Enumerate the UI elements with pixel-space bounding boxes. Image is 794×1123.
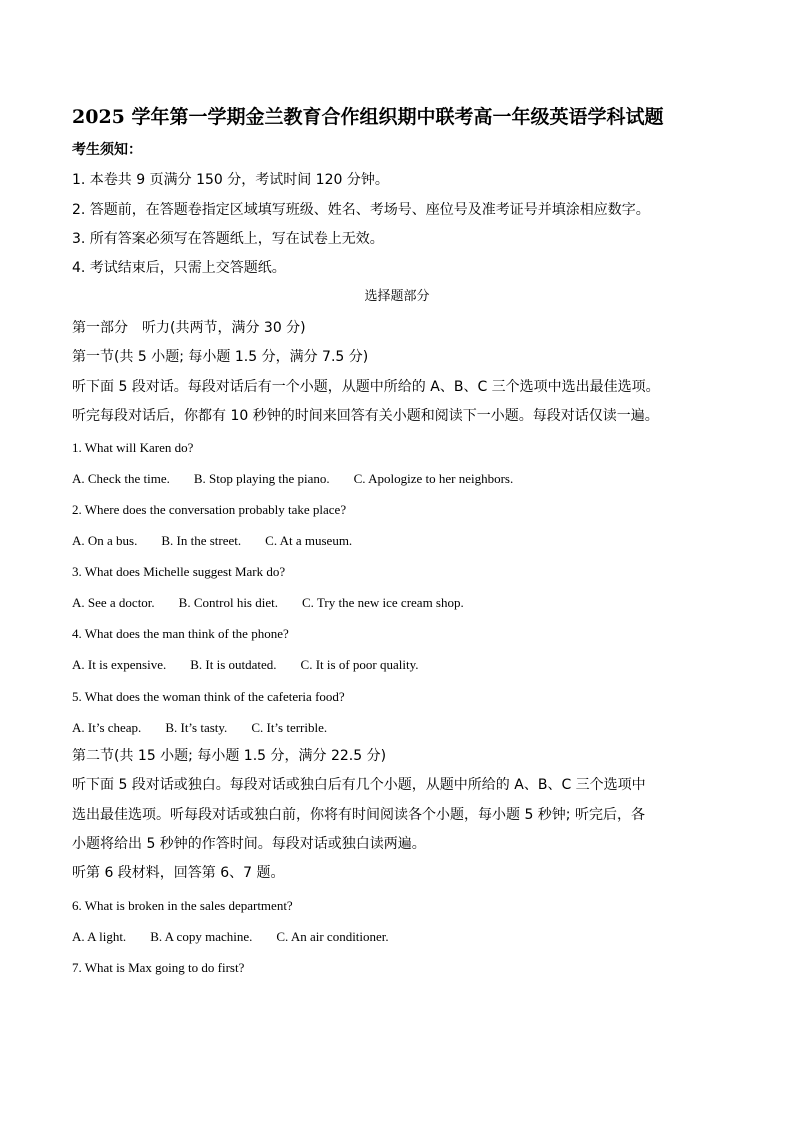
option-a: A. See a doctor. [72,595,155,610]
option-b: B. In the street. [161,533,242,548]
sec2-instruction: 听下面 5 段对话或独白。每段对话或独白后有几个小题，从题中所给的 A、B、C 三个选项中 [72,777,646,793]
section-title: 选择题部分 [364,289,430,304]
question-6: 6. What is broken in the sales department? [72,898,293,913]
question-2-options [72,532,376,550]
option-a: A. A light. [72,929,127,944]
question-1-options [72,470,537,488]
sec1-instruction: 听下面 5 段对话。每段对话后有一个小题，从题中所给的 A、B、C 三个选项中选出最佳选项。 [72,379,660,395]
option-b: B. Control his diet. [178,595,278,610]
notice-item: 3. 所有答案必须写在答题纸上，写在试卷上无效。 [72,231,384,247]
notice-item: 4. 考试结束后，只需上交答题纸。 [72,260,286,276]
part1-heading: 第一部分 听力(共两节，满分 30 分) [72,320,306,336]
option-b: B. It is outdated. [190,657,277,672]
option-c: C. Try the new ice cream shop. [301,595,464,610]
option-c: C. An air conditioner. [276,929,389,944]
option-b: B. A copy machine. [150,929,253,944]
option-a: A. It is expensive. [72,657,167,672]
notice-item: 2. 答题前，在答题卷指定区域填写班级、姓名、考场号、座位号及准考证号并填涂相应数字。 [72,202,650,218]
option-a: A. It’s cheap. [72,720,142,735]
option-b: B. Stop playing the piano. [193,471,330,486]
question-3: 3. What does Michelle suggest Mark do? [72,564,286,579]
option-c: C. At a museum. [265,533,353,548]
question-3-options [72,594,488,612]
option-a: A. On a bus. [72,533,138,548]
material-note: 听第 6 段材料，回答第 6、7 题。 [72,865,285,881]
question-4-options [72,656,442,674]
question-1: 1. What will Karen do? [72,440,194,455]
question-5: 5. What does the woman think of the cafeteria food? [72,689,345,704]
question-7: 7. What is Max going to do first? [72,960,245,975]
notice-heading: 考生须知： [72,142,142,158]
option-a: A. Check the time. [72,471,170,486]
sec1-instruction: 听完每段对话后，你都有 10 秒钟的时间来回答有关小题和阅读下一小题。每段对话仅读一遍。 [72,408,659,424]
option-c: C. Apologize to her neighbors. [353,471,514,486]
sec2-instruction: 小题将给出 5 秒钟的作答时间。每段对话或独白读两遍。 [72,836,426,852]
option-b: B. It’s tasty. [165,720,228,735]
sec1-heading: 第一节(共 5 小题; 每小题 1.5 分，满分 7.5 分) [72,349,369,365]
question-5-options [72,719,351,737]
question-4: 4. What does the man think of the phone? [72,626,289,641]
sec2-heading: 第二节(共 15 小题; 每小题 1.5 分，满分 22.5 分) [72,748,387,764]
question-2: 2. Where does the conversation probably take place? [72,502,347,517]
notice-item: 1. 本卷共 9 页满分 150 分，考试时间 120 分钟。 [72,172,389,188]
option-c: C. It’s terrible. [251,720,328,735]
sec2-instruction: 选出最佳选项。听每段对话或独白前，你将有时间阅读各个小题，每小题 5 秒钟; 听完后，各 [72,807,645,823]
option-c: C. It is of poor quality. [300,657,419,672]
question-6-options [72,928,413,946]
exam-title: 2025 学年第一学期金兰教育合作组织期中联考高一年级英语学科试题 [72,106,664,128]
